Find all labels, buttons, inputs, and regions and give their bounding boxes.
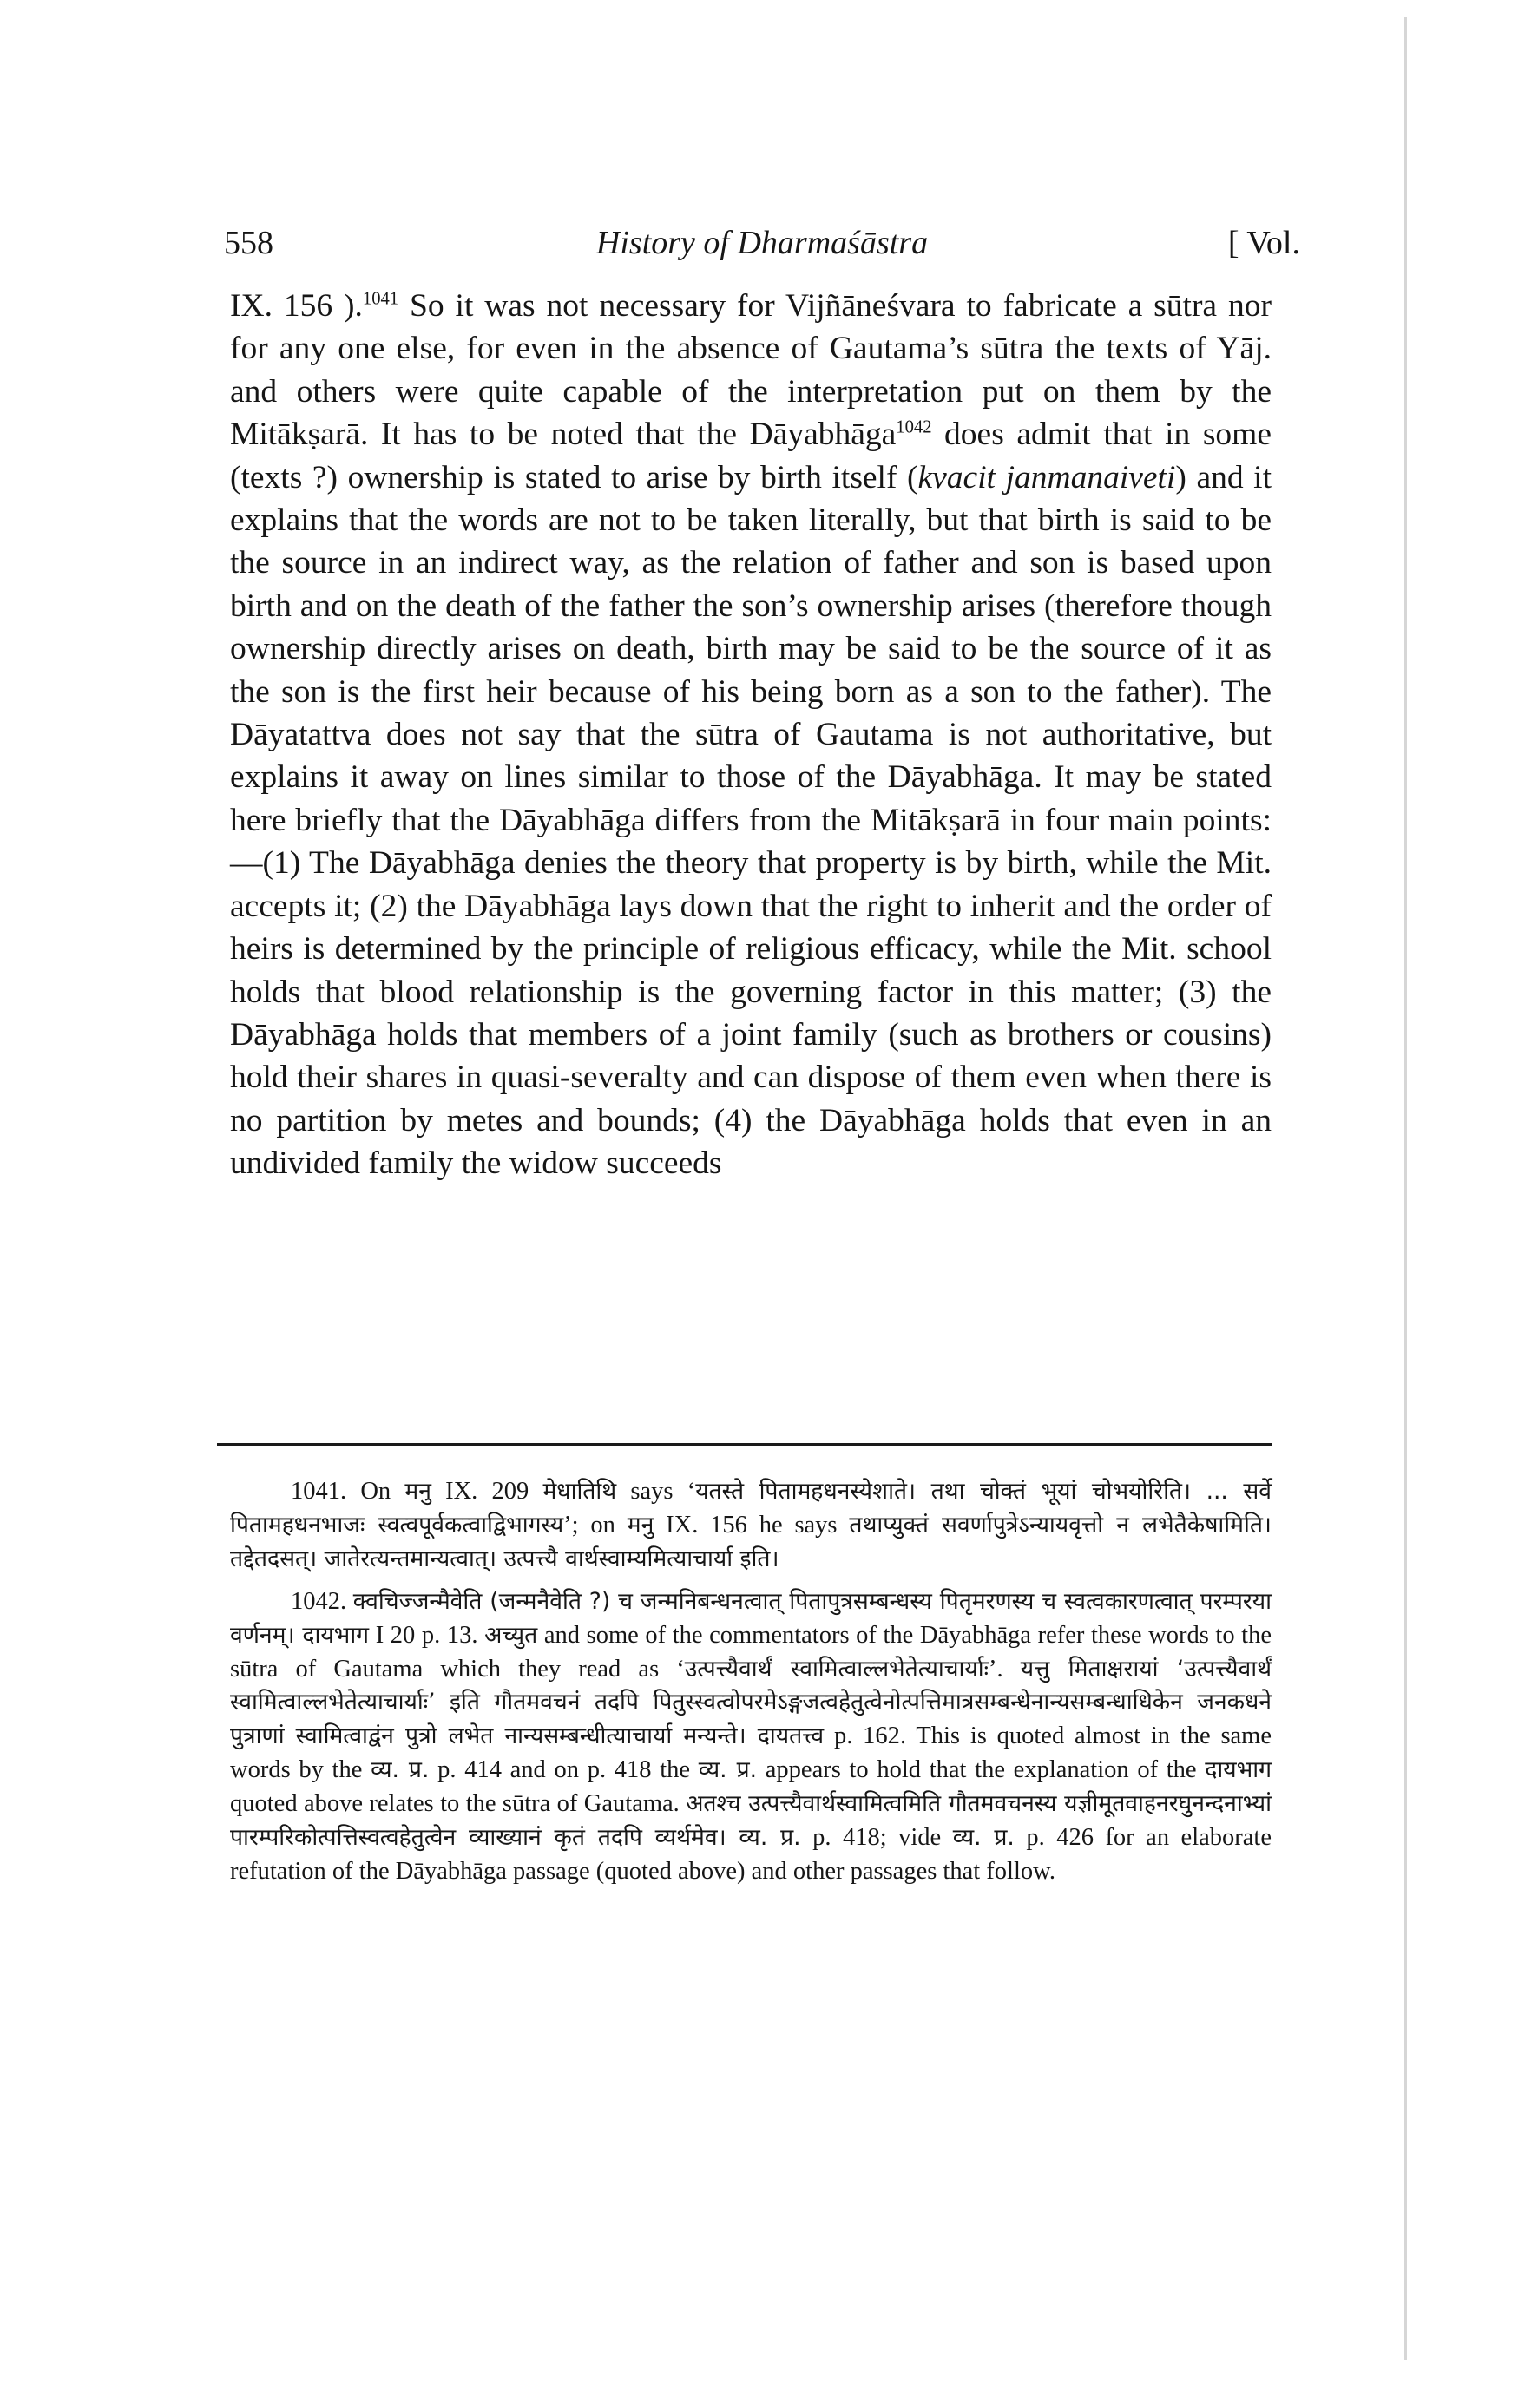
running-head	[224, 219, 1300, 267]
footnote-text: I 20 p. 13.	[369, 1621, 485, 1649]
footnote-number: 1042.	[291, 1587, 347, 1615]
footnote-1041	[230, 1475, 1272, 1577]
footnote-text: p. 162. This is quoted almost in the same words by the	[230, 1722, 1272, 1784]
sanskrit-text: तथाप्युक्तं सवर्णापुत्रेऽन्यायवृत्तो न लभेतैकेषामिति। तद्देतदसत्। जातेरत्यन्तमान्यत्वात्। उत्पत्त्यै वार्थस्वाम्यमित्याचार्या इति।	[230, 1511, 1272, 1572]
footnote-text: IX. 156 he says	[654, 1511, 850, 1539]
volume-label: [ Vol.	[1227, 225, 1300, 261]
footnote-text: p. 426 for an elaborate refutation of the Dāyabhāga passage (quoted above) and other passages that follow.	[230, 1824, 1272, 1885]
footnote-text: and some of the commentators of the Dāyabhāga refer these words to the sūtra of Gautama which they read as ‘	[230, 1621, 1272, 1683]
body-text: does admit that in some (texts ?) ownership is stated to arise by birth itself (	[230, 417, 1272, 495]
body-text: ) and it explains that the words are not to be taken literally, but that birth is said to be the source in an indirect way, as the relation of father and son is based upon birth and on the death of the father the son’s ownership arises (therefore though ownership directly arises on death, birth may be said to be the source of it as the son is the first heir because of his being born as a son to the father). The Dāyatattva does not say that the sūtra of Gautama is not authoritative, but explains it away on lines similar to those of the Dāyabhāga. It may be stated here briefly that the Dāyabhāga differs from the Mitākṣarā in four main points:—(1) The Dāyabhāga denies the theory that property is by birth, while the Mit. accepts it; (2) the Dāyabhāga lays down that the right to inherit and the order of heirs is determined by the principle of religious efficacy, while the Mit. school holds that blood relationship is the governing factor in this matter; (3) the Dāyabhāga holds that members of a joint family (such as brothers or cousins) hold their shares in quasi-severalty and can dispose of them even when there is no partition by metes and bounds; (4) the Dāyabhāga holds that even in an undivided family the widow succeeds	[230, 459, 1272, 1182]
footnote-separator	[217, 1443, 1272, 1446]
footnote-1042	[230, 1585, 1272, 1889]
footnote-ref-1041[interactable]: 1041	[362, 289, 399, 309]
sanskrit-text: मेधातिथि	[542, 1478, 617, 1505]
footnote-number: 1041.	[291, 1478, 347, 1505]
sanskrit-text: अच्युत	[484, 1621, 538, 1649]
body-text: IX. 156 ).	[230, 288, 363, 324]
footnote-text: ’; on	[563, 1511, 628, 1539]
footnote-text: p. 418; vide	[800, 1824, 953, 1852]
footnote-text: On	[346, 1478, 405, 1505]
main-paragraph	[230, 285, 1272, 1185]
footnote-ref-1042[interactable]: 1042	[896, 417, 932, 437]
sanskrit-text: क्वचिज्जन्मैवेति (जन्मनैवेति ?) च जन्मनिबन्धनत्वात् पितापुत्रसम्बन्धस्य पितृमरणस्य च स्वत्वकारणत्वात् परम्परया वर्णनम्। दायभाग	[230, 1587, 1272, 1649]
sanskrit-text: उत्पत्त्यैवार्थं स्वामित्वाल्लभेतेत्याचार्याः	[684, 1655, 989, 1683]
page-edge-rule	[1404, 17, 1407, 2360]
sanskrit-text: मनु	[404, 1478, 431, 1505]
body-text: So it was not necessary for Vijñāneśvara to fabricate a sūtra nor for any one else, for even in the absence of Gautama’s sūtra the texts of Yāj. and others were quite capable of the interpretation put on them by the Mitākṣarā. It has to be noted that the Dāyabhāga	[230, 288, 1272, 453]
sanskrit-text: व्य. प्र.	[952, 1824, 1015, 1852]
footnote-text: says ‘	[616, 1478, 696, 1505]
footnote-text: IX. 209	[431, 1478, 543, 1505]
sanskrit-text: व्य. प्र.	[371, 1756, 430, 1784]
sanskrit-text: यत्तु मिताक्षरायां ‘उत्पत्त्यैवार्थं स्वामित्वाल्लभेतेत्याचार्याः’ इति गौतमवचनं तदपि पितुस्स्वत्वोपरमेऽङ्गजत्वहेतुत्वेनोत्पत्तिमात्रसम्बन्धेनान्यसम्बन्धाधिकेन जनकधने पुत्राणां स्वामित्वाद्वंन पुत्रो लभेत नान्यसम्बन्धीत्याचार्या मन्यन्ते। दायतत्त्व	[230, 1655, 1272, 1750]
footnote-text: quoted above relates to the sūtra of Gautama.	[230, 1790, 687, 1818]
sanskrit-text: मनु	[627, 1511, 654, 1539]
page-number: 558	[224, 225, 273, 261]
sanskrit-text: व्य. प्र.	[698, 1756, 758, 1784]
body-italic-phrase: kvacit janmanaiveti	[917, 459, 1176, 495]
footnote-text: p. 414 and on p. 418 the	[429, 1756, 699, 1784]
footnote-text: ’.	[989, 1655, 1021, 1683]
running-title: History of Dharmaśāstra	[595, 225, 929, 261]
sanskrit-text: अतश्च उत्पत्त्यैवार्थस्वामित्वमिति गौतमवचनस्य यज्ञीमूतवाहनरघुनन्दनाभ्यां पारम्परिकोत्पत्तिस्वत्वहेतुत्वेन व्याख्यानं कृतं तदपि व्यर्थमेव। व्य. प्र.	[230, 1790, 1272, 1852]
sanskrit-text: यतस्ते पितामहधनस्येशाते। तथा चोक्तं भूयां चोभयोरिति। ... सर्वे पितामहधनभाजः स्वत्वपूर्वकत्वाद्विभागस्य	[230, 1478, 1272, 1539]
footnote-text: appears to hold that the explanation of the	[757, 1756, 1206, 1784]
sanskrit-text: दायभाग	[1205, 1756, 1272, 1784]
footnotes	[230, 1475, 1272, 1898]
